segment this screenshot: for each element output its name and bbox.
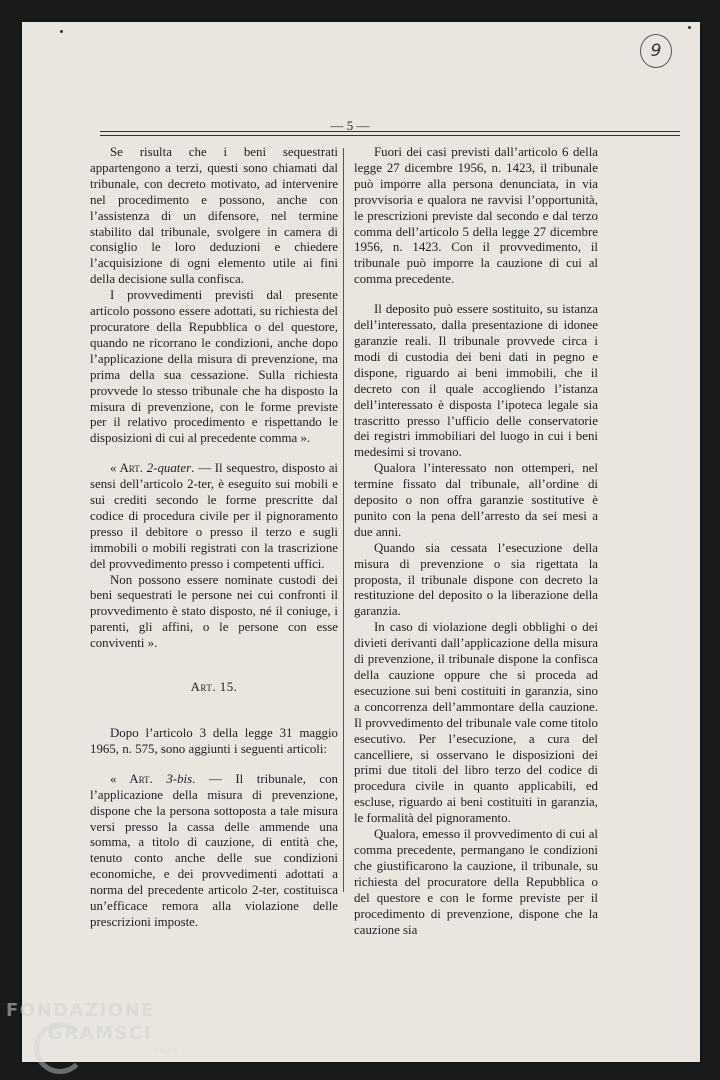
paragraph: Se risulta che i beni sequestrati appartengono a terzi, questi sono chiamati dal tribunale, con decreto motivato, ad intervenire nel procedimento e possono, anche con l’assistenza di un difensore, nel termine stabilito dal tribunale, svolgere in camera di consiglio le loro deduzioni e chiedere l’acquisizione di ogni elemento utile ai fini della decisione sulla confisca. [90, 145, 338, 287]
paragraph-text: Il tribunale, con l’applicazione della misura di prevenzione, dispone che la persona sottoposta a tale misura versi presso la cassa delle ammende una somma, a titolo di cauzione, di entità che, tenuto conto anche delle sue condizioni economiche, e dei provvedimenti adottati a norma del precedente articolo 2-ter, costituisca un’efficace remora alla violazione delle prescrizioni imposte. [90, 771, 339, 929]
article-number: 2-quater [146, 461, 192, 476]
paragraph: I provvedimenti previsti dal presente articolo possono essere adottati, su richiesta del procuratore della Repubblica o del questore, quando ne ricorrano le condizioni, anche dopo l’applicazione della misura di prevenzione, ma prima della sua cessazione. Sulla richiesta provvede lo stesso tribunale che ha disposto la misura di prevenzione, con le forme previste per il relativo procedimento e rispettando le disposizioni di cui al precedente comma ». [90, 288, 338, 446]
article-2-quater [90, 461, 338, 572]
paragraph-text: Il sequestro, disposto ai sensi dell’articolo 2-ter, è eseguito sui mobili e sui crediti secondo le forme prescritte dal codice di procedura civile per il pignoramento presso il debitore o presso il terzo e sugli immobili o mobili registrati con la trascrizione del provvedimento presso i competenti uffici. [90, 461, 339, 571]
article-label: « Art. [110, 461, 147, 476]
page-number: — 5 — [330, 118, 370, 133]
article-label: « Art. [110, 771, 167, 786]
paragraph: Fuori dei casi previsti dall’articolo 6 della legge 27 dicembre 1956, n. 1423, il tribunale può imporre alla persona denunciata, in via provvisoria e qualora ne ravvisi l’opportunità, le prescrizioni previste dal secondo e dal terzo comma dell’articolo 5 della legge 27 dicembre 1956, n. 1423. Con il provvedimento, il tribunale può imporre la cauzione di cui al comma precedente. [354, 145, 598, 287]
paper-speck [688, 26, 691, 29]
paragraph: In caso di violazione degli obblighi o dei divieti derivanti dall’applicazione della misura di prevenzione, il tribunale dispone la confisca della cauzione oppure che si proceda ad esecuzione sui beni costituiti in garanzia, sino a concorrenza dell’ammontare della cauzione. Il provvedimento del tribunale vale come titolo esecutivo. Per l’esecuzione, a cura del cancelliere, si osservano le disposizioni dei primi due titoli del libro terzo del codice di procedura civile in quanto applicabili, ed escluse, riguardo ai beni costituiti in garanzia, le formalità del pignoramento. [354, 620, 598, 826]
watermark-line1: FONDAZIONE [6, 1000, 155, 1021]
paragraph: Quando sia cessata l’esecuzione della misura di prevenzione o sia rigettata la proposta, il tribunale dispone con decreto la restituzione del deposito o la liberazione della garanzia. [354, 540, 598, 619]
paragraph: Non possono essere nominate custodi dei beni sequestrati le persone nei cui confronti il provvedimento è stato disposto, né il coniuge, i parenti, gli affini, o le persone con esse conviventi ». [90, 572, 338, 651]
left-column [90, 145, 338, 931]
paragraph: Dopo l’articolo 3 della legge 31 maggio 1965, n. 575, sono aggiunti i seguenti articoli: [90, 726, 338, 756]
watermark-line2: GRAMSCI [48, 1023, 152, 1044]
article-dash: . — [192, 771, 236, 786]
fondazione-gramsci-watermark [6, 1000, 178, 1055]
article-15-heading: Art. 15. [190, 680, 238, 695]
article-number: 3-bis [166, 771, 193, 786]
right-column [354, 145, 598, 938]
watermark-onlus: onlus [154, 1046, 178, 1055]
paragraph: Qualora, emesso il provvedimento di cui al comma precedente, permangano le condizioni che giustificarono la cauzione, il tribunale, su richiesta del procuratore della Repubblica o del questore e con le forme previste per il procedimento di prevenzione, dispone che la cauzione sia [354, 827, 598, 937]
paragraph: Il deposito può essere sostituito, su istanza dell’interessato, dalla presentazione di idonee garanzie reali. Il tribunale provvede circa i modi di custodia dei beni dati in pegno e dispone, riguardo ai beni immobili, che il decreto con il quale accogliendo l’istanza dell’interessato è disposta l’ipoteca legale sia trascritto presso l’ufficio delle conservatorie dei registri immobiliari del luogo in cui i beni medesimi si trovano. [354, 302, 598, 460]
paragraph: Qualora l’interessato non ottemperi, nel termine fissato dal tribunale, all’ordine di deposito o non offra garanzie sostitutive è punito con la pena dell’arresto da sei mesi a due anni. [354, 461, 598, 539]
watermark-g-logo-icon [34, 1022, 86, 1074]
folio-mark: 9 [640, 34, 672, 68]
article-3-bis [90, 772, 338, 931]
column-divider [343, 148, 344, 892]
paper-speck [60, 30, 63, 33]
article-dash: . — [191, 461, 215, 476]
header-rule [100, 131, 680, 132]
header-rule-double [100, 135, 680, 136]
